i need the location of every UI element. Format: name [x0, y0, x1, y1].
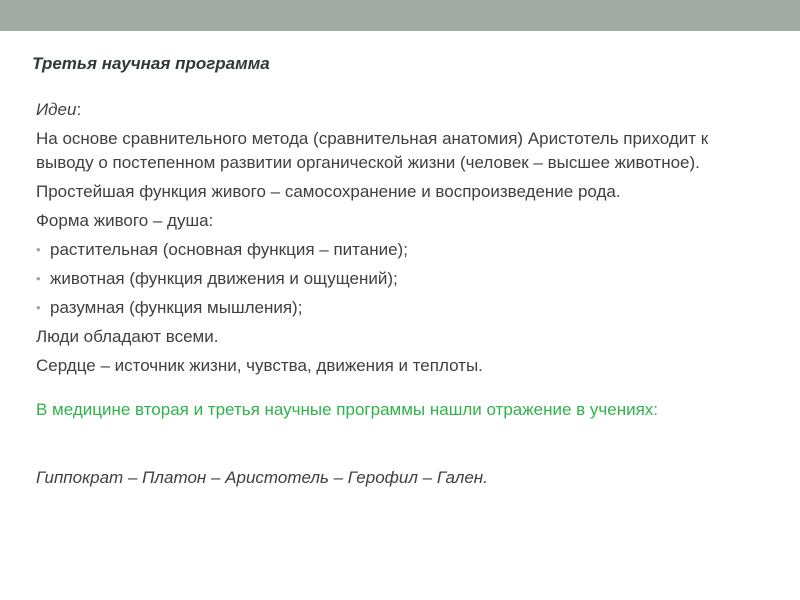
bullet-text: животная (функция движения и ощущений); [50, 269, 398, 288]
authors-chain: Гиппократ – Платон – Аристотель – Герофил – Гален. [36, 468, 488, 487]
list-item [36, 296, 766, 320]
paragraph-method: На основе сравнительного метода (сравнительная анатомия) Аристотель приходит к выводу о постепенном развитии органической жизни (человек – высшее животное). [36, 129, 709, 172]
paragraph-people: Люди обладают всеми. [36, 327, 219, 346]
bullet-text: разумная (функция мышления); [50, 298, 303, 317]
list-item [36, 267, 766, 291]
paragraph-soul: Форма живого – душа: [36, 211, 214, 230]
ideas-label: Идеи [36, 100, 77, 119]
bullet-text: растительная (основная функция – питание); [50, 240, 408, 259]
bullet-icon: • [36, 300, 41, 315]
highlight-text: В медицине вторая и третья научные программы нашли отражение в учениях: [36, 400, 659, 419]
slide-title: Третья научная программа [32, 54, 270, 73]
list-item [36, 238, 766, 262]
paragraph-heart: Сердце – источник жизни, чувства, движения и теплоты. [36, 356, 483, 375]
bullet-icon: • [36, 271, 41, 286]
ideas-heading [36, 98, 766, 122]
slide-body [36, 98, 766, 495]
top-bar [0, 0, 800, 31]
paragraph-function: Простейшая функция живого – самосохранение и воспроизведение рода. [36, 182, 621, 201]
bullet-icon: • [36, 242, 41, 257]
ideas-colon: : [76, 100, 82, 119]
